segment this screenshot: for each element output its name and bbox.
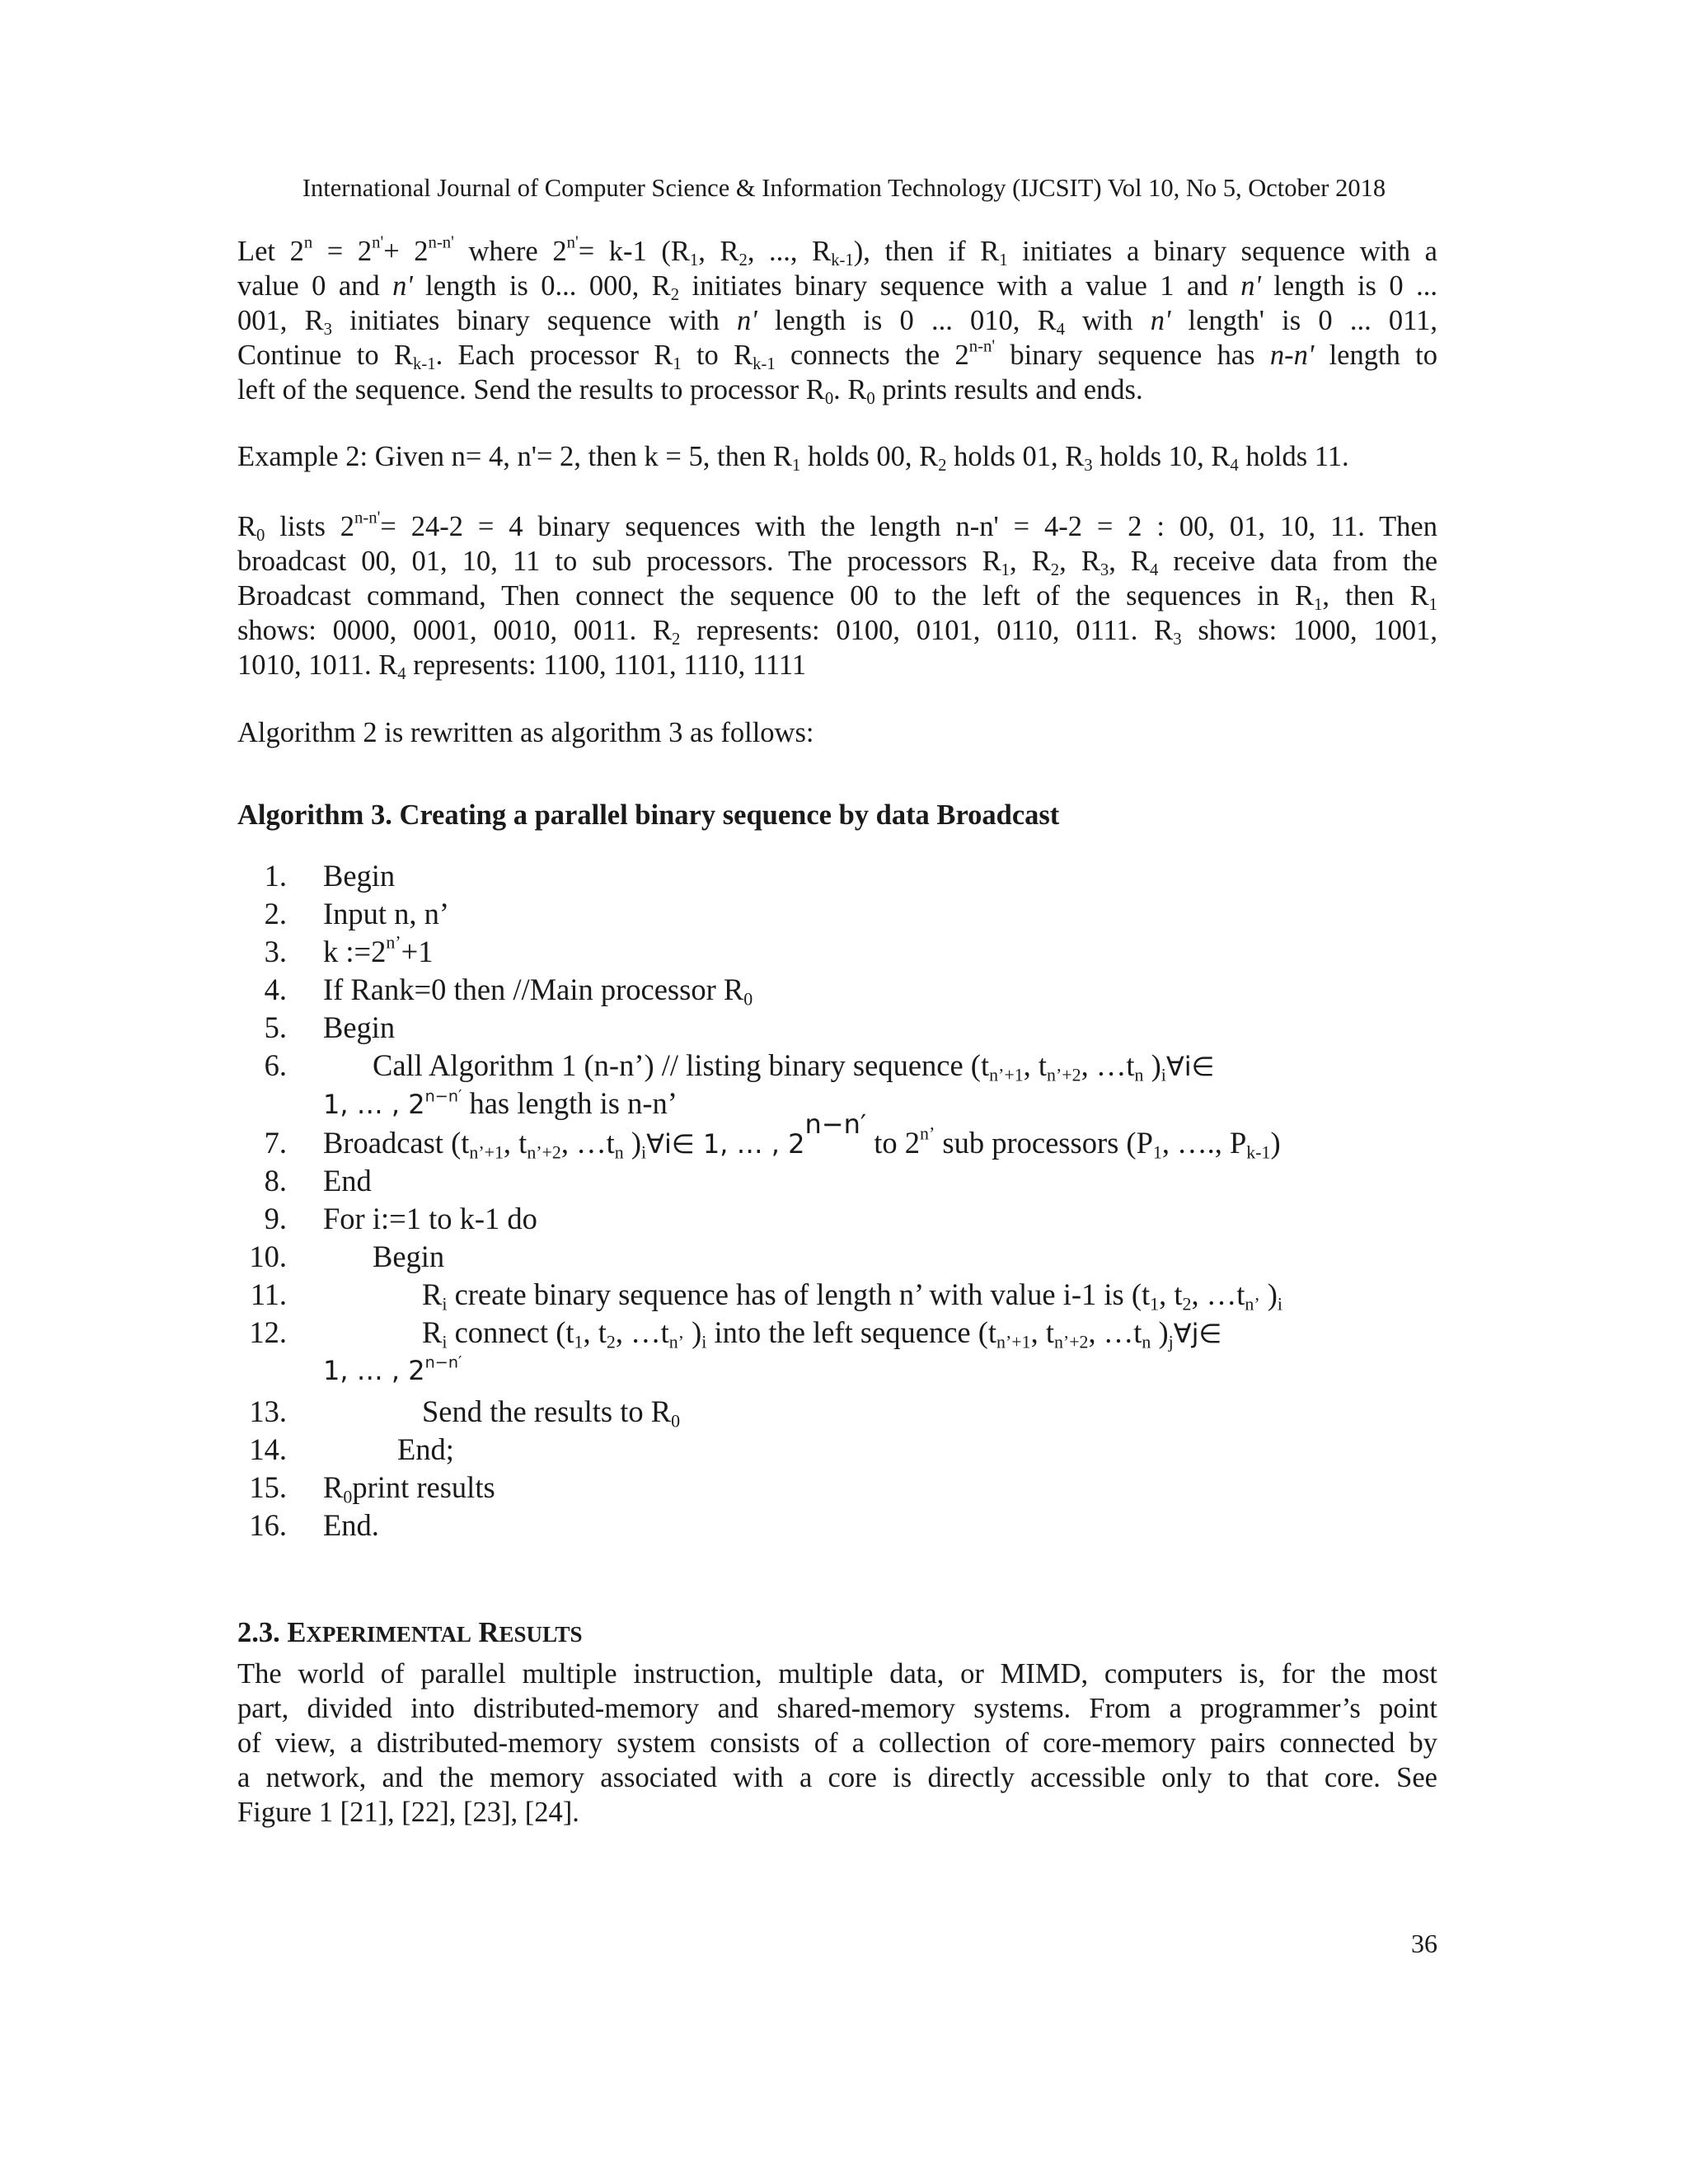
step-number: 1. [264, 859, 287, 893]
paragraph-processor-setup [237, 234, 1437, 407]
text-line: of view, a distributed-memory system consists of a collection of core-memory pairs connected by [237, 1727, 1437, 1759]
step-number: 14. [249, 1432, 287, 1466]
step-text: k $:=2^{n’}+1$ [323, 931, 434, 968]
step-number: 10. [249, 1240, 287, 1273]
text-line: Continue to $R_{k-1}$. Each processor $R_1$ to $R_{k-1}$ connects the $2^{n-n'}$ binary sequence has n-n' length to [237, 337, 1437, 374]
paragraph-broadcast-example [237, 509, 1437, 682]
step-number: 13. [249, 1394, 287, 1428]
paragraph-algorithm-intro [237, 715, 1437, 750]
text-line: value 0 and n' length is 0... 000, $R_2$ initiates binary sequence with a value 1 and n' length is 0 ... [237, 270, 1437, 305]
text-line: a network, and the memory associated with a core is directly accessible only to that core. See [237, 1762, 1437, 1793]
step-text: If Rank=0 then //Main processor $R_0$ [323, 972, 753, 1010]
text-line: $R_0$ lists $2^{n-n'}= 24-2 = 4$ binary sequences with the length n-n' = 4-2 = 2 : 00, 01, 10, 11. Then [237, 509, 1437, 546]
running-header: International Journal of Computer Science & Information Technology (IJCSIT) Vol 10, No 5, October 2018 [302, 174, 1386, 202]
step-number: 5. [264, 1010, 287, 1044]
step-number: 7. [264, 1126, 287, 1160]
text-line: shows: 0000, 0001, 0010, 0011. $R_2$ represents: 0100, 0101, 0110, 0111. $R_3$ shows: 1000, 1001, [237, 615, 1437, 649]
text-line: 1010, 1011. $R_4$ represents: 1100, 1101, 1110, 1111 [237, 649, 807, 684]
step-text: For i:=1 to k-1 do [323, 1202, 537, 1235]
step-number: 8. [264, 1164, 287, 1197]
step-number: 3. [264, 935, 287, 968]
algorithm-title: Algorithm 3. Creating a parallel binary sequence by data Broadcast [237, 799, 1060, 831]
step-text: $R_0print$ results [323, 1470, 495, 1507]
step-text: Input n, n’ [323, 897, 450, 930]
text-line: part, divided into distributed-memory and shared-memory systems. From a programmer’s point [237, 1693, 1437, 1724]
text-line: broadcast 00, 01, 10, 11 to sub processors. The processors $R_1$, $R_2$, $R_3$, $R_4$ receive data from the [237, 546, 1438, 580]
step-text: $R_i$ create binary sequence has of length n’ with value i-1 is ($t_1$, $t_2$, $\dots t_{n’}$ )$_i$ [422, 1277, 1283, 1315]
step-number: 4. [264, 972, 287, 1006]
text-line: The world of parallel multiple instruction, multiple data, or MIMD, computers is, for the most [237, 1658, 1437, 1690]
step-number: 6. [264, 1048, 287, 1082]
paragraph-example-2 [237, 439, 1437, 474]
step-text: Call Algorithm 1 (n-n’) // listing binary sequence ($t_{n’+1}$, $t_{n’+2}$, $\dots t_n$ )$_i\forall i\in$ [373, 1048, 1215, 1085]
step-number: 2. [264, 897, 287, 930]
step-text: Broadcast ($t_{n’+1}$, $t_{n’+2}$, $\dots t_n$ )$_i\forall i\in$ 1, … , $2^{n-n'}$ to $2^{n’}$ sub processors ($P_1$, …., $P_{k-1}$) [323, 1108, 1281, 1163]
step-number: 9. [264, 1202, 287, 1235]
step-number: 15. [249, 1470, 287, 1504]
text-line: Figure 1 [21], [22], [23], [24]. [237, 1797, 579, 1828]
text-line: 001, $R_3$ initiates binary sequence with n' length is 0 ... 010, $R_4$ with n' length' is 0 ... 011, [237, 305, 1437, 340]
step-text: End; [397, 1432, 454, 1466]
step-text: Send the results to $R_0$ [422, 1394, 681, 1432]
step-text: $R_i$ connect ($t_1$, $t_2$, $\dots t_{n’}$ )$_i$ into the left sequence ($t_{n’+1}$, $t_{n’+2}$, $\dots t_n$ )$_j\forall j\in$ [422, 1315, 1222, 1352]
paragraph-experimental-results [237, 1657, 1437, 1830]
step-text: Begin [373, 1240, 445, 1273]
section-heading: 2.3. EXPERIMENTAL RESULTS [237, 1617, 583, 1648]
text-line: Broadcast command, Then connect the sequence 00 to the left of the sequences in $R_1$, then $R_1$ [237, 580, 1437, 615]
text-line: Example 2: Given n= 4, n'= 2, then k = 5, then $R_1$ holds 00, $R_2$ holds 01, $R_3$ holds 10, $R_4$ holds 11. [237, 441, 1349, 476]
step-number: 16. [249, 1508, 287, 1542]
text-line: left of the sequence. Send the results to processor $R_0$. $R_0$ prints results and ends. [237, 374, 1143, 409]
step-number: 11. [250, 1277, 287, 1311]
step-text: 1, … , $2^{n-n'}$ has length is n-n’ [323, 1086, 678, 1120]
step-text: End [323, 1164, 372, 1197]
text-line: Algorithm 2 is rewritten as algorithm 3 as follows: [237, 717, 814, 748]
page-number: 36 [1411, 1929, 1437, 1958]
step-text: 1, … , $2^{n-n'}$ [323, 1352, 462, 1386]
text-line: Let $2^n = 2^{n'}+ 2^{n-n'}$ where $2^{n'}= k-1$ ($R_1$, $R_2$, ..., $R_{k-1}$), then if $R_1$ initiates a binary sequence with a [237, 233, 1437, 270]
step-text: Begin [323, 859, 396, 893]
step-number: 12. [249, 1315, 287, 1349]
step-text: End. [323, 1508, 379, 1542]
step-text: Begin [323, 1010, 396, 1044]
